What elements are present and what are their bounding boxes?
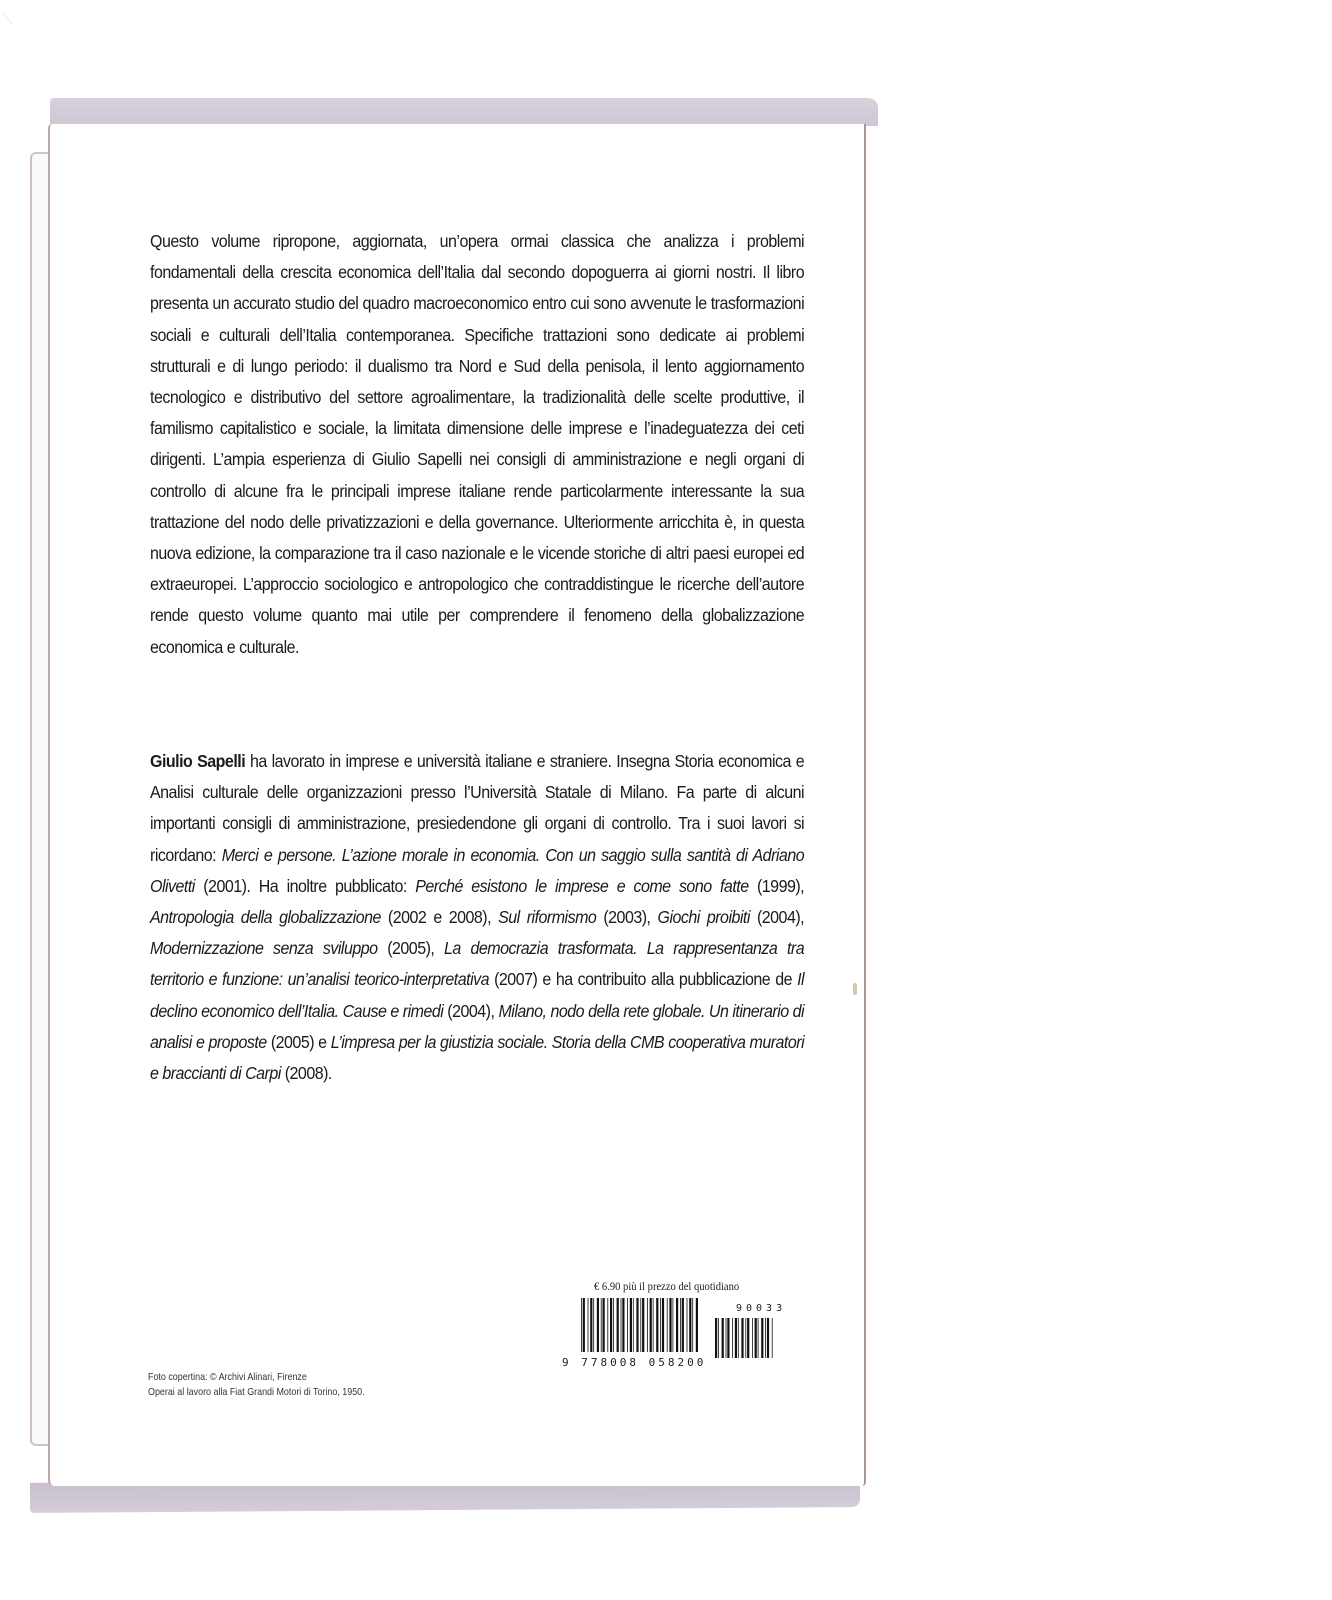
bio-text-segment: ha lavorato in imprese e università italiane e straniere. Insegna Storia economica e Analisi culturale delle organizzazioni presso l’Università Statale di Milano. Fa parte di alcuni importanti consigli di amministrazione, presiedendone gli organi di controllo. Tra i suoi lavori si ricordano: <box>150 751 805 865</box>
blurb-paragraph: Questo volume ripropone, aggiornata, un’opera ormai classica che analizza i problemi fondamentali della crescita economica dell’Italia dal secondo dopoguerra ai giorni nostri. Il libro presenta un accurato studio del quadro macroeconomico entro cui sono avvenute le trasformazioni sociali e culturali dell’Italia contemporanea. Specifiche trattazioni sono dedicate ai problemi strutturali e di lungo periodo: il dualismo tra Nord e Sud della penisola, il lento aggiornamento tecnologico e distributivo del settore agroalimentare, la tradizionalità delle scelte produttive, il familismo capitalistico e sociale, la limitata dimensione delle imprese e l’inadeguatezza dei ceti dirigenti. L’ampia esperienza di Giulio Sapelli nei consigli di amministrazione e negli organi di controllo di alcune fra le principali imprese italiane rende particolarmente interessante la sua trattazione del nodo delle privatizzazioni e della governance. Ulteriormente arricchita è, in questa nuova edizione, la comparazione tra il caso nazionale e le vicende storiche di altri paesi europei ed extraeuropei. L’approccio sociologico e antropologico che contraddistingue le ricerche dell’autore rende questo volume quanto mai utile per comprendere il fenomeno della globalizzazione economica e culturale. <box>150 231 805 657</box>
bio-text-segment: (2004), <box>443 1000 499 1021</box>
bio-text-segment: (2005) e <box>266 1031 331 1052</box>
bio-text <box>150 751 804 1083</box>
book-title: Il declino economico dell’Italia. Cause e rimedi <box>150 969 805 1021</box>
book-title: L’impresa per la giustizia sociale. Storia della CMB cooperativa muratori e braccianti di Carpi <box>150 1031 805 1084</box>
bio-text-segment: (2002 e 2008), <box>380 907 499 928</box>
book-title: Milano, nodo della rete globale. Un itinerario di analisi e proposte <box>150 1000 805 1052</box>
barcode-ean-digits: 9 778008 058200 <box>562 1356 707 1369</box>
price-label: € 6.90 più il prezzo del quotidiano <box>594 1279 740 1293</box>
book-title: La democrazia trasformata. La rappresentanza tra territorio e funzione: un’analisi teorico-interpretativa <box>150 938 805 990</box>
barcode-addon <box>714 1318 776 1358</box>
author-bio <box>150 746 804 1089</box>
photo-credit-line-1: Foto copertina: © Archivi Alinari, Firenze <box>148 1371 307 1383</box>
bio-text-segment: (2004), <box>749 907 805 928</box>
cover-top-band <box>50 98 878 126</box>
book-title: Merci e persone. L’azione morale in economia. Con un saggio sulla santità di Adriano Olivetti <box>150 844 805 896</box>
bio-text-segment: (2003), <box>596 907 658 928</box>
barcode-addon-digits: 90033 <box>736 1303 787 1314</box>
photo-credit <box>148 1370 365 1400</box>
bio-text-segment: (1999), <box>748 875 805 896</box>
book-title: Modernizzazione senza sviluppo <box>150 938 378 959</box>
cover-dent <box>853 983 857 995</box>
book-title: Perché esistono le imprese e come sono fatte <box>415 875 749 896</box>
scan-artifact <box>3 5 23 25</box>
book-title: Antropologia della globalizzazione <box>150 907 381 928</box>
bio-text-segment: (2005), <box>377 938 445 959</box>
bio-text-segment: (2008). <box>280 1063 332 1084</box>
book-title: Sul riformismo <box>498 907 597 928</box>
author-name: Giulio Sapelli <box>150 751 246 771</box>
book-title: Giochi proibiti <box>657 907 750 928</box>
barcode-ean <box>580 1298 700 1352</box>
photo-credit-line-2: Operai al lavoro alla Fiat Grandi Motori di Torino, 1950. <box>148 1386 365 1398</box>
bio-text-segment: (2001). Ha inoltre pubblicato: <box>194 875 416 896</box>
bio-text-segment: (2007) e ha contribuito alla pubblicazione de <box>489 969 798 990</box>
